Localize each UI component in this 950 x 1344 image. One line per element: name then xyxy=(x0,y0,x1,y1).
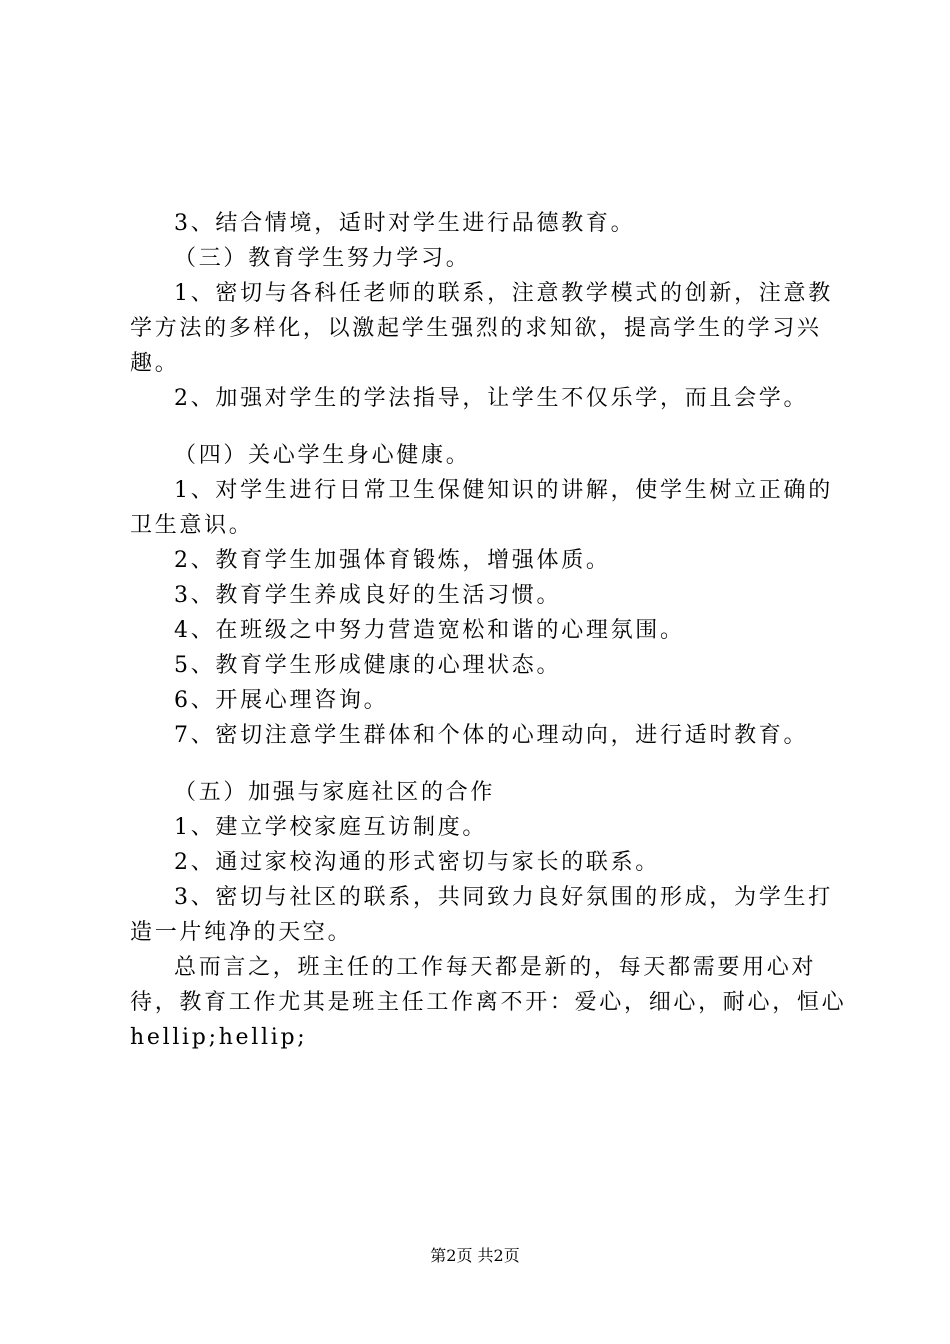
paragraph-gap xyxy=(130,753,850,775)
paragraph: 1、密切与各科任老师的联系，注意教学模式的创新，注意教学方法的多样化，以激起学生强烈的求知欲，提高学生的学习兴趣。 xyxy=(130,281,833,376)
paragraph: 2、通过家校沟通的形式密切与家长的联系。 xyxy=(174,850,660,875)
paragraph: 3、结合情境，适时对学生进行品德教育。 xyxy=(174,211,636,236)
paragraph: 4、在班级之中努力营造宽松和谐的心理氛围。 xyxy=(174,618,685,643)
section-heading: （四）关心学生身心健康。 xyxy=(174,443,471,468)
paragraph-gap xyxy=(130,416,850,438)
paragraph: 3、密切与社区的联系，共同致力良好氛围的形成，为学生打造一片纯净的天空。 xyxy=(130,885,833,945)
paragraph: 5、教育学生形成健康的心理状态。 xyxy=(174,653,562,678)
paragraph: 1、建立学校家庭互访制度。 xyxy=(174,815,488,840)
paragraph: 7、密切注意学生群体和个体的心理动向，进行适时教育。 xyxy=(174,723,809,748)
conclusion-paragraph: 总而言之，班主任的工作每天都是新的，每天都需要用心对待，教育工作尤其是班主任工作离不开：爱心，细心，耐心，恒心hellip;hellip; xyxy=(130,955,847,1050)
paragraph: 2、教育学生加强体育锻炼，增强体质。 xyxy=(174,548,611,573)
paragraph: 2、加强对学生的学法指导，让学生不仅乐学，而且会学。 xyxy=(174,386,809,411)
page-footer: 第2页 共2页 xyxy=(430,1246,520,1265)
paragraph: 3、教育学生养成良好的生活习惯。 xyxy=(174,583,562,608)
paragraph: 1、对学生进行日常卫生保健知识的讲解，使学生树立正确的卫生意识。 xyxy=(130,478,833,538)
document-body xyxy=(130,206,850,1055)
section-heading: （五）加强与家庭社区的合作 xyxy=(174,780,496,805)
paragraph: 6、开展心理咨询。 xyxy=(174,688,389,713)
section-heading: （三）教育学生努力学习。 xyxy=(174,246,471,271)
